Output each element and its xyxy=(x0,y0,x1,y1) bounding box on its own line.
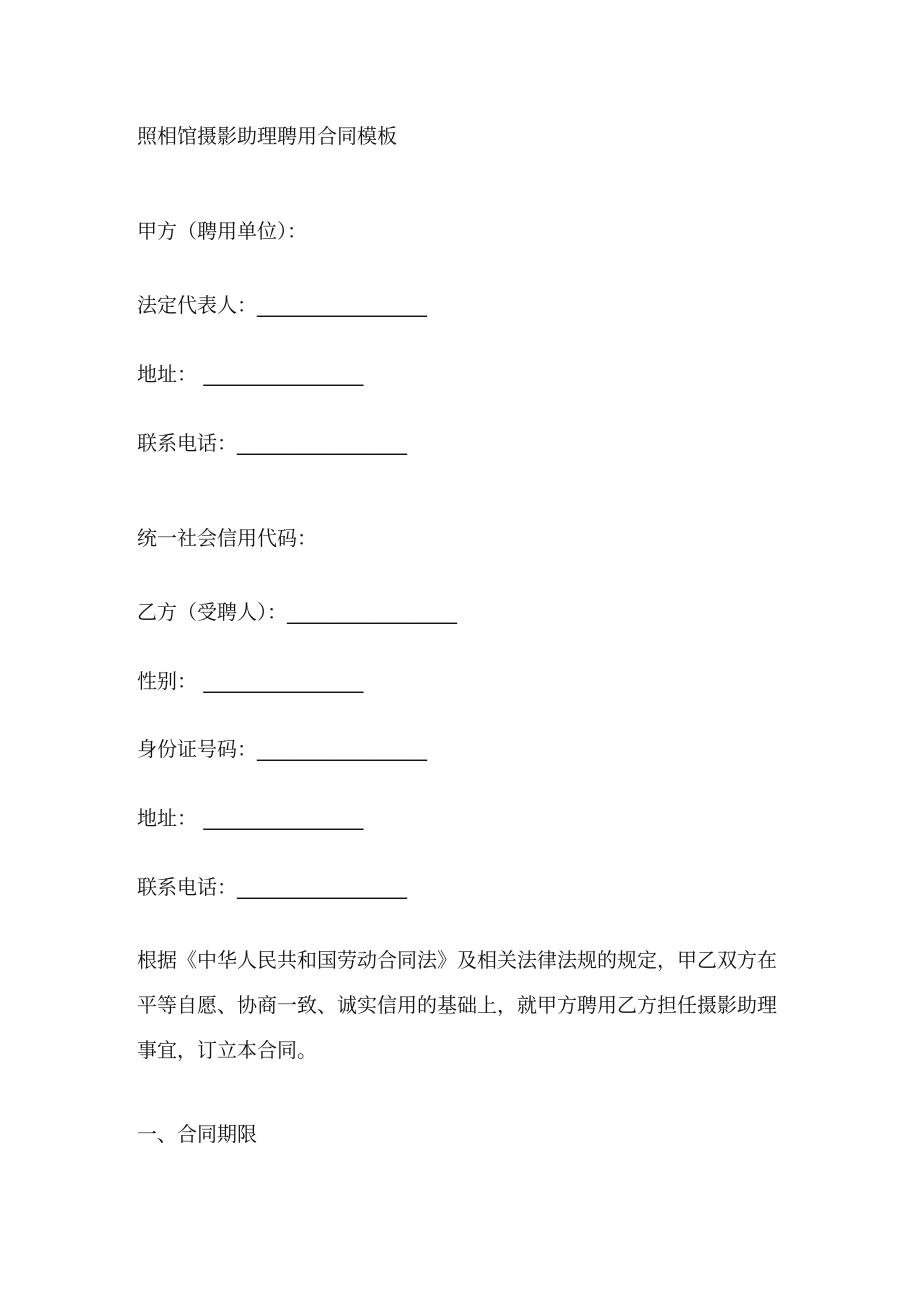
credit-code-field: 统一社会信用代码： xyxy=(137,526,317,550)
intro-paragraph xyxy=(137,938,787,1073)
legal-representative-field: 法定代表人：_________________ xyxy=(137,293,427,317)
party-b-phone-field: 联系电话：_________________ xyxy=(137,875,407,899)
intro-line: 根据《中华人民共和国劳动合同法》及相关法律法规的规定，甲乙双方在 xyxy=(137,948,777,972)
party-a-label: 甲方（聘用单位）： xyxy=(137,219,307,243)
gender-field: 性别： ________________ xyxy=(137,669,364,693)
intro-line: 事宜，订立本合同。 xyxy=(137,1038,317,1062)
section-heading-contract-term: 一、合同期限 xyxy=(137,1122,257,1146)
party-a-phone-field: 联系电话：_________________ xyxy=(137,431,407,455)
id-number-field: 身份证号码：_________________ xyxy=(137,737,427,761)
intro-line: 平等自愿、协商一致、诚实信用的基础上，就甲方聘用乙方担任摄影助理 xyxy=(137,993,777,1017)
party-a-address-field: 地址： ________________ xyxy=(137,362,364,386)
party-b-field: 乙方（受聘人）：_________________ xyxy=(137,600,457,624)
document-title: 照相馆摄影助理聘用合同模板 xyxy=(137,124,397,148)
party-b-address-field: 地址： ________________ xyxy=(137,806,364,830)
